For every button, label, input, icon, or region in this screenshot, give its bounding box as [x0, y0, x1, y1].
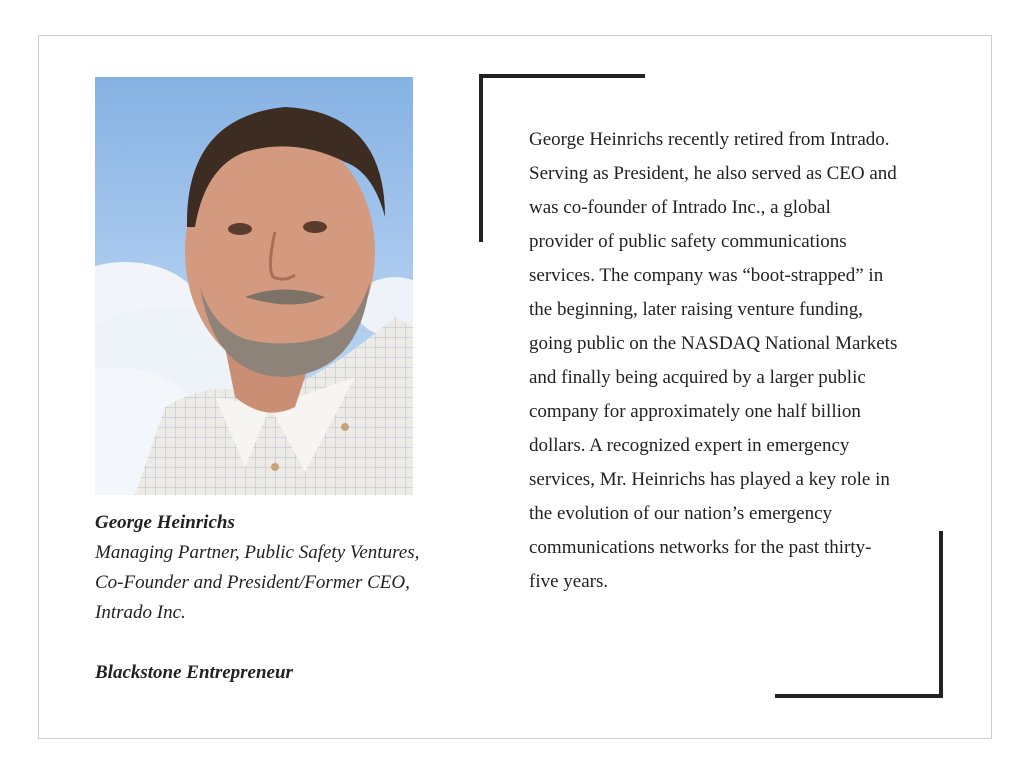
bracket-bottom-right-horizontal [775, 694, 943, 698]
profile-caption [95, 508, 435, 688]
bracket-top-left-vertical [479, 74, 483, 242]
profile-name: George Heinrichs [95, 512, 235, 533]
bracket-top-left-horizontal [479, 74, 645, 78]
portrait-photo [95, 77, 413, 495]
profile-title: Managing Partner, Public Safety Ventures, Co-Founder and President/Former CEO, Intrado Inc. [95, 542, 420, 623]
profile-affiliation: Blackstone Entrepreneur [95, 662, 293, 683]
profile-bio: George Heinrichs recently retired from Intrado. Serving as President, he also served as CEO and was co-founder of Intrado Inc., a global provider of public safety communications services. The company was “boot-strapped” in the beginning, later raising venture funding, going public on the NASDAQ National Markets and finally being acquired by a larger public company for approximately one half billion dollars. A recognized expert in emergency services, Mr. Heinrichs has played a key role in the evolution of our nation’s emergency communications networks for the past thirty-five years. [529, 129, 898, 592]
bracket-bottom-right-vertical [939, 531, 943, 698]
